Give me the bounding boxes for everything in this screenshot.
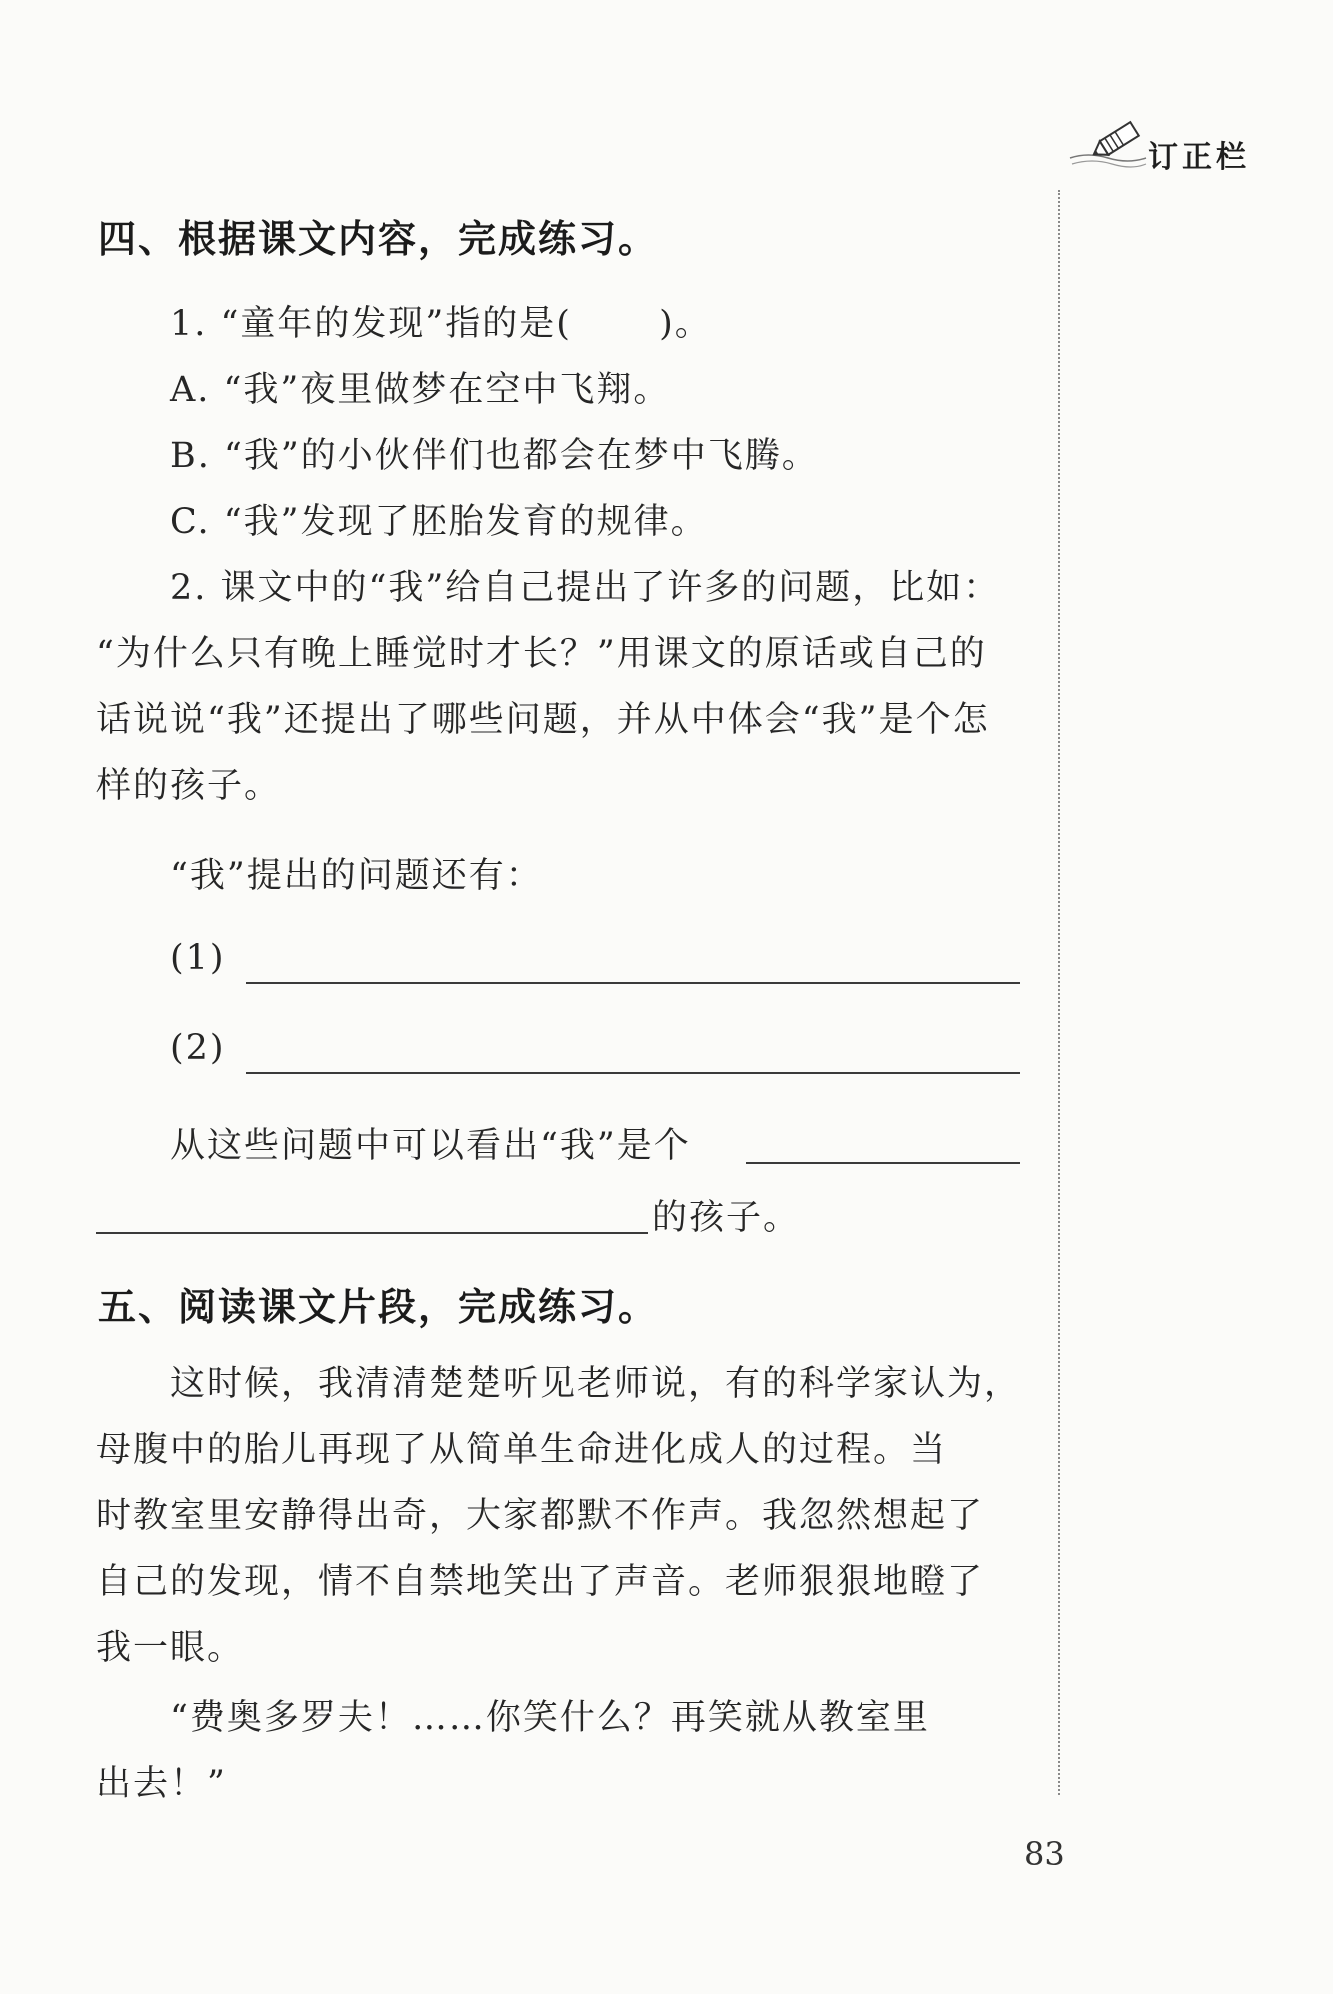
page-number: 83	[1024, 1835, 1065, 1873]
question-2-line-1: 2. 课文中的“我”给自己提出了许多的问题，比如：	[170, 568, 1001, 608]
question-2-line-2: “为什么只有晚上睡觉时才长？”用课文的原话或自己的	[96, 634, 987, 674]
question-1-stem: 1. “童年的发现”指的是( )。	[170, 304, 712, 344]
passage-line-6: “费奥多罗夫！……你笑什么？再笑就从教室里	[170, 1698, 930, 1738]
answer-line-1[interactable]	[246, 982, 1020, 984]
option-a: A. “我”夜里做梦在空中飞翔。	[170, 370, 671, 410]
passage-line-1: 这时候，我清清楚楚听见老师说，有的科学家认为，	[170, 1364, 1022, 1404]
passage-line-4: 自己的发现，情不自禁地笑出了声音。老师狠狠地瞪了	[96, 1562, 985, 1602]
blank-2-label: (2)	[170, 1028, 226, 1068]
option-c: C. “我”发现了胚胎发育的规律。	[170, 502, 708, 542]
section-4-heading: 四、根据课文内容，完成练习。	[98, 217, 659, 261]
passage-line-7: 出去！”	[96, 1764, 227, 1804]
question-2-line-3: 话说说“我”还提出了哪些问题，并从中体会“我”是个怎	[96, 700, 990, 740]
answer-line-4[interactable]	[96, 1232, 648, 1234]
correction-column-label: 订正栏	[1148, 140, 1250, 175]
passage-line-5: 我一眼。	[96, 1628, 245, 1668]
correction-column-header	[1068, 118, 1288, 178]
passage-line-2: 母腹中的胎儿再现了从简单生命进化成人的过程。当	[96, 1430, 948, 1470]
answer-line-3[interactable]	[746, 1162, 1020, 1164]
question-2-prompt: “我”提出的问题还有：	[170, 856, 543, 896]
option-b: B. “我”的小伙伴们也都会在梦中飞腾。	[170, 436, 819, 476]
correction-column-divider	[1058, 190, 1060, 1795]
answer-line-2[interactable]	[246, 1072, 1020, 1074]
blank-1-label: (1)	[170, 938, 226, 978]
conclusion-end-text: 的孩子。	[652, 1198, 801, 1238]
conclusion-text: 从这些问题中可以看出“我”是个	[170, 1126, 691, 1166]
question-2-line-4: 样的孩子。	[96, 766, 282, 806]
section-5-heading: 五、阅读课文片段，完成练习。	[98, 1285, 659, 1329]
pencil-icon	[1068, 118, 1148, 174]
passage-line-3: 时教室里安静得出奇，大家都默不作声。我忽然想起了	[96, 1496, 985, 1536]
